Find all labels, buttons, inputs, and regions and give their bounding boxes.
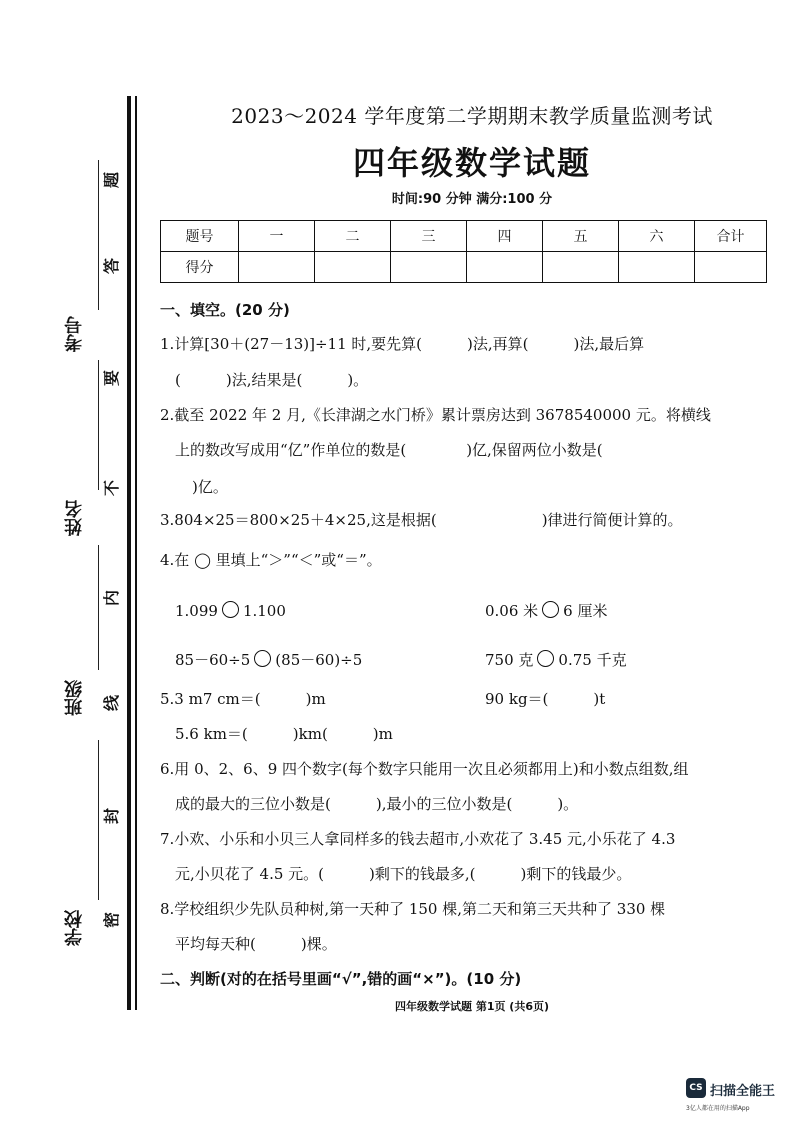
scanner-logo-icon: CS: [686, 1078, 706, 1098]
question-line: 平均每天种( )棵。: [175, 935, 337, 953]
compare-right: 6 厘米: [563, 602, 608, 620]
score-cell[interactable]: [695, 252, 767, 283]
blank-line-exam-number: [98, 160, 99, 310]
question-line: 1.计算[30＋(27－13)]÷11 时,要先算( )法,再算( )法,最后算: [160, 335, 645, 353]
question-line: 3.804×25＝800×25＋4×25,这是根据( )律进行简便计算的。: [160, 511, 683, 529]
label-name: 姓名: [64, 500, 85, 536]
compare-circle[interactable]: [542, 601, 559, 618]
page-title: 四年级数学试题: [352, 144, 591, 182]
exam-info: 时间:90 分钟 满分:100 分: [391, 192, 553, 207]
seal-char: 内: [102, 589, 122, 607]
question-line: 5.3 m7 cm＝( )m: [160, 690, 326, 708]
question-line: )亿。: [192, 478, 228, 496]
compare-circle[interactable]: [254, 650, 271, 667]
compare-item: [485, 601, 607, 619]
question-line: ( )法,结果是( )。: [175, 371, 369, 389]
seal-char: 题: [102, 171, 122, 189]
table-row: [161, 221, 767, 252]
blank-line-class: [98, 545, 99, 670]
compare-right: 0.75 千克: [558, 651, 627, 669]
compare-right: (85－60)÷5: [275, 651, 363, 669]
seal-char: 要: [102, 369, 122, 387]
score-cell[interactable]: [391, 252, 467, 283]
section-title-fill-blank: 一、填空。(20 分): [160, 301, 290, 319]
question-line: 2.截至 2022 年 2 月,《长津湖之水门桥》累计票房达到 3678540000 元。将横线: [160, 406, 711, 424]
table-row: [161, 252, 767, 283]
question-line: 4.在 ◯ 里填上“＞”“＜”或“＝”。: [160, 551, 382, 569]
question-line: 5.6 km＝( )km( )m: [175, 725, 393, 743]
question-line: 上的数改写成用“亿”作单位的数是( )亿,保留两位小数是(: [175, 441, 603, 459]
table-cell: 三: [391, 221, 467, 252]
compare-left: 1.099: [175, 602, 218, 620]
seal-char: 不: [102, 479, 122, 497]
score-table: [160, 220, 767, 283]
compare-item: [485, 650, 627, 668]
question-line: 6.用 0、2、6、9 四个数字(每个数字只能用一次且必须都用上)和小数点组数,组: [160, 760, 689, 778]
question-line: 90 kg＝( )t: [485, 690, 606, 708]
score-cell[interactable]: [467, 252, 543, 283]
seal-char: 封: [102, 807, 122, 825]
table-cell: 二: [315, 221, 391, 252]
question-line: 元,小贝花了 4.5 元。( )剩下的钱最多,( )剩下的钱最少。: [175, 865, 632, 883]
label-class: 班级: [64, 680, 85, 716]
score-cell[interactable]: [315, 252, 391, 283]
label-school: 学校: [64, 910, 85, 946]
table-cell: 五: [543, 221, 619, 252]
blank-line-school: [98, 740, 99, 900]
compare-circle[interactable]: [222, 601, 239, 618]
compare-left: 85－60÷5: [175, 651, 251, 669]
compare-item: [175, 601, 286, 619]
table-cell: 六: [619, 221, 695, 252]
compare-right: 1.100: [242, 602, 286, 620]
table-cell: 合计: [695, 221, 767, 252]
scanner-slogan: 3亿人都在用的扫描App: [686, 1105, 750, 1112]
compare-circle[interactable]: [537, 650, 554, 667]
blank-line-name: [98, 360, 99, 490]
question-line: 8.学校组织少先队员种树,第一天种了 150 棵,第二天和第三天共种了 330 棵: [160, 900, 666, 918]
seal-char: 答: [102, 257, 122, 275]
binding-bar-thick: [127, 96, 131, 1010]
compare-left: 750 克: [485, 651, 534, 669]
compare-item: [175, 650, 362, 668]
section-title-true-false: 二、判断(对的在括号里画“√”,错的画“×”)。(10 分): [160, 970, 522, 988]
score-cell[interactable]: [619, 252, 695, 283]
seal-char: 线: [102, 694, 122, 712]
score-cell[interactable]: [543, 252, 619, 283]
table-cell: 得分: [161, 252, 239, 283]
question-line: 成的最大的三位小数是( ),最小的三位小数是( )。: [175, 795, 579, 813]
score-cell[interactable]: [239, 252, 315, 283]
label-exam-number: 考号: [64, 316, 85, 352]
exam-title: 2023～2024 学年度第二学期期末教学质量监测考试: [231, 104, 713, 128]
scanner-name: 扫描全能王: [710, 1084, 776, 1099]
table-cell: 四: [467, 221, 543, 252]
seal-char: 密: [102, 911, 122, 929]
question-line: 7.小欢、小乐和小贝三人拿同样多的钱去超市,小欢花了 3.45 元,小乐花了 4.3: [160, 830, 676, 848]
binding-bar-thin: [135, 96, 137, 1010]
table-cell: 一: [239, 221, 315, 252]
page-footer: 四年级数学试题 第1页 (共6页): [394, 1000, 550, 1013]
compare-left: 0.06 米: [485, 602, 539, 620]
table-cell: 题号: [161, 221, 239, 252]
